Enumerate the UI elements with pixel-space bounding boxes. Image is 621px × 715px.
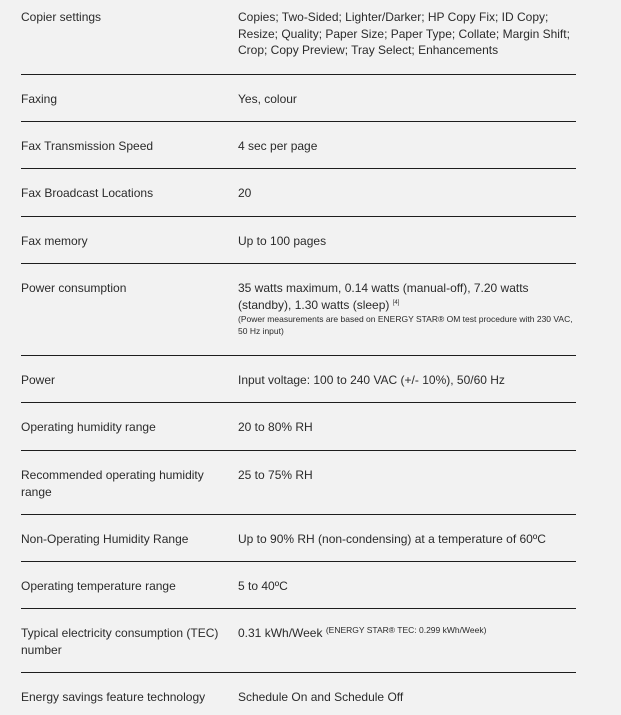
spec-row-fax-memory	[21, 217, 576, 264]
spec-row-faxing	[21, 75, 576, 122]
spec-row-energy-savings-feature	[21, 673, 576, 715]
spec-row-copier-settings	[21, 0, 576, 75]
spec-label: Operating humidity range	[21, 420, 156, 434]
spec-row-typical-electricity-consumption	[21, 609, 576, 673]
spec-value: 25 to 75% RH	[238, 468, 313, 482]
spec-row-operating-temperature-range	[21, 562, 576, 609]
spec-value: 4 sec per page	[238, 139, 318, 153]
spec-label: Recommended operating humidity range	[21, 468, 204, 499]
spec-value: Yes, colour	[238, 92, 297, 106]
spec-inline-note: (ENERGY STAR® TEC: 0.299 kWh/Week)	[325, 625, 487, 635]
spec-value: Up to 90% RH (non-condensing) at a temperature of 60ºC	[238, 532, 546, 546]
spec-value-group	[238, 625, 576, 672]
spec-row-fax-broadcast-locations	[21, 169, 576, 217]
spec-row-operating-humidity-range	[21, 403, 576, 451]
spec-value: Copies; Two-Sided; Lighter/Darker; HP Copy Fix; ID Copy; Resize; Quality; Paper Size; Paper Type; Collate; Margin Shift; Crop; Copy Preview; Tray Select; Enhancements	[238, 10, 570, 57]
spec-label: Power consumption	[21, 281, 127, 295]
spec-row-power	[21, 356, 576, 403]
spec-value: 35 watts maximum, 0.14 watts (manual-off), 7.20 watts (standby), 1.30 watts (sleep)	[238, 281, 529, 312]
spec-label: Operating temperature range	[21, 579, 176, 593]
spec-label: Energy savings feature technology	[21, 690, 206, 704]
spec-label: Typical electricity consumption (TEC) number	[21, 626, 219, 657]
spec-value: 20 to 80% RH	[238, 420, 313, 434]
spec-label: Fax Transmission Speed	[21, 139, 154, 153]
spec-row-non-operating-humidity-range	[21, 515, 576, 562]
spec-value: 5 to 40ºC	[238, 579, 288, 593]
spec-label: Fax Broadcast Locations	[21, 186, 154, 200]
spec-row-power-consumption	[21, 264, 576, 356]
spec-row-fax-transmission-speed	[21, 122, 576, 169]
spec-label: Power	[21, 373, 56, 387]
specifications-table	[21, 0, 576, 715]
footnote-reference: [4]	[392, 299, 400, 306]
spec-value: Input voltage: 100 to 240 VAC (+/- 10%), 50/60 Hz	[238, 373, 505, 387]
spec-value: 0.31 kWh/Week	[238, 626, 323, 640]
spec-value: Up to 100 pages	[238, 234, 327, 248]
spec-label: Non-Operating Humidity Range	[21, 532, 189, 546]
spec-value-group	[238, 280, 576, 355]
spec-value: 20	[238, 186, 252, 200]
spec-row-recommended-operating-humidity-range	[21, 451, 576, 515]
spec-label: Fax memory	[21, 234, 88, 248]
spec-note: (Power measurements are based on ENERGY STAR® OM test procedure with 230 VAC, 50 Hz input)	[238, 314, 573, 336]
spec-value: Schedule On and Schedule Off	[238, 690, 404, 704]
spec-label: Copier settings	[21, 10, 102, 24]
spec-label: Faxing	[21, 92, 58, 106]
